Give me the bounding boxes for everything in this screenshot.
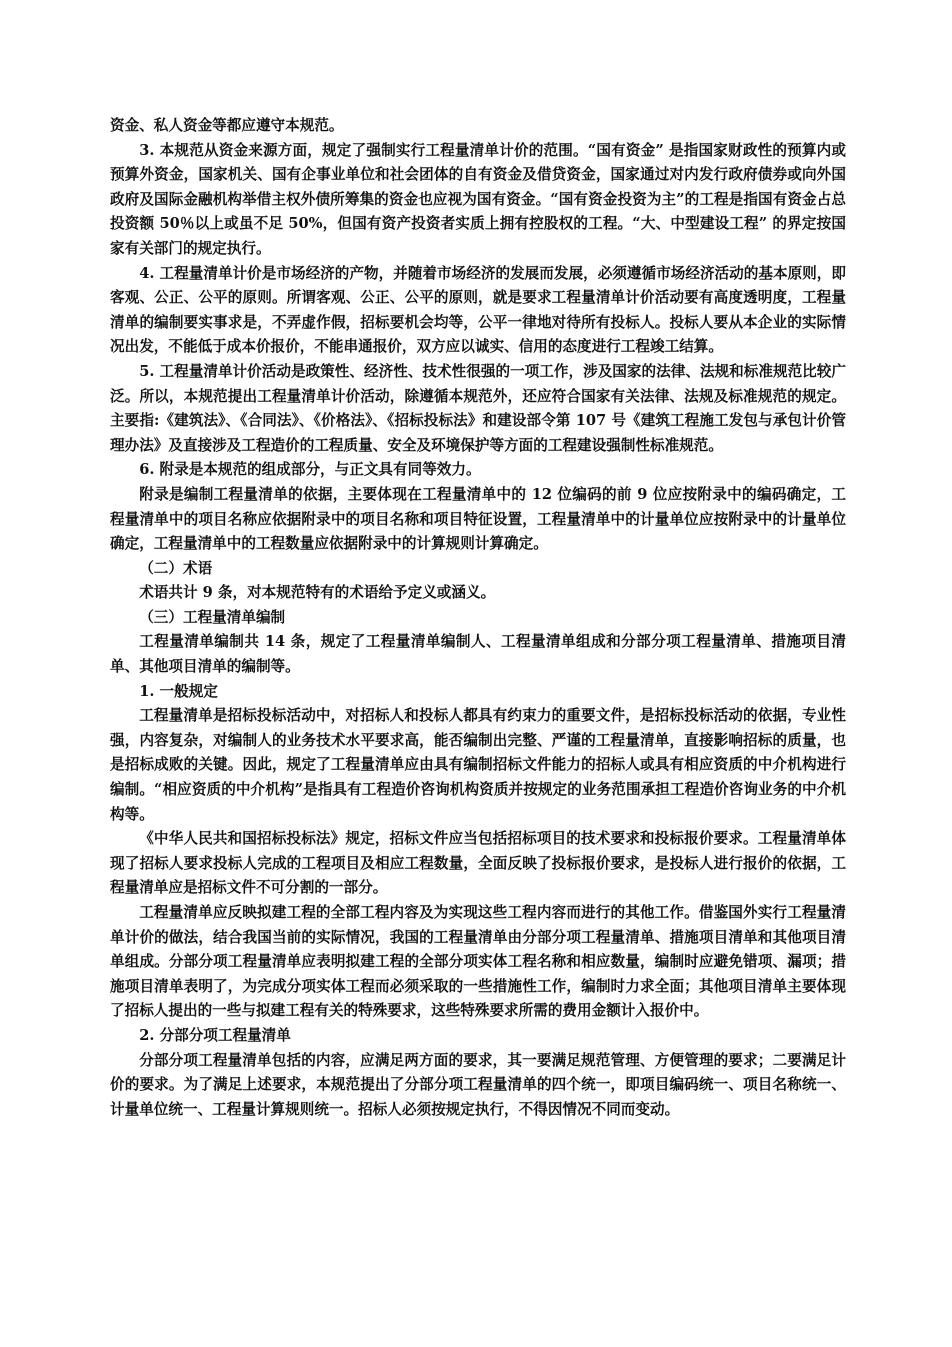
paragraph: 术语共计 9 条，对本规范特有的术语给予定义或涵义。	[139, 584, 496, 602]
paragraph: 5. 工程量清单计价活动是政策性、经济性、技术性很强的一项工作，涉及国家的法律、法规和标准规范比较广泛。所以，本规范提出工程量清单计价活动，除遵循本规范外，还应符合国家有关法律、法规及标准规范的规定。主要指:《建筑法》、《合同法》、《价格法》、《招标投标法》和建设部令第 107 号《建筑工程施工发包与承包计价管理办法》及直接涉及工程造价的工程质量、安全及环境保护等方面的工程建设强制性标准规范。	[110, 362, 846, 454]
paragraph: 工程量清单是招标投标活动中，对招标人和投标人都具有约束力的重要文件，是招标投标活动的依据，专业性强，内容复杂，对编制人的业务技术水平要求高，能否编制出完整、严谨的工程量清单，直接影响招标的质量，也是招标成败的关键。因此，规定了工程量清单应由具有编制招标文件能力的招标人或具有相应资质的中介机构进行编制。“相应资质的中介机构”是指具有工程造价咨询机构资质并按规定的业务范围承担工程造价咨询业务的中介机构等。	[110, 707, 846, 823]
paragraph: 6. 附录是本规范的组成部分，与正文具有同等效力。	[139, 461, 481, 479]
paragraph: 工程量清单应反映拟建工程的全部工程内容及为实现这些工程内容而进行的其他工作。借鉴国外实行工程量清单计价的做法，结合我国当前的实际情况，我国的工程量清单由分部分项工程量清单、措施项目清单和其他项目清单组成。分部分项工程量清单应表明拟建工程的全部分项实体工程名称和相应数量，编制时应避免错项、漏项；措施项目清单表明了，为完成分项实体工程而必须采取的一些措施性工作，编制时力求全面；其他项目清单主要体现了招标人提出的一些与拟建工程有关的特殊要求，这些特殊要求所需的费用金额计入报价中。	[110, 904, 846, 1020]
subsection-heading: 1. 一般规定	[139, 682, 218, 700]
subsection-heading: 2. 分部分项工程量清单	[139, 1026, 291, 1044]
paragraph: 3. 本规范从资金来源方面，规定了强制实行工程量清单计价的范围。“国有资金” 是指国家财政性的预算内或预算外资金，国家机关、国有企事业单位和社会团体的自有资金及借贷资金，国家通过对内发行政府债券或向外国政府及国际金融机构举借主权外债所筹集的资金也应视为国有资金。“国有资金投资为主”的工程是指国有资金占总投资额 50％以上或虽不足 50%，但国有资产投资者实质上拥有控股权的工程。“大、中型建设工程” 的界定按国家有关部门的规定执行。	[110, 141, 846, 257]
paragraph: 工程量清单编制共 14 条，规定了工程量清单编制人、工程量清单组成和分部分项工程量清单、措施项目清单、其他项目清单的编制等。	[110, 633, 846, 676]
section-heading: （二）术语	[139, 559, 213, 577]
paragraph: 4. 工程量清单计价是市场经济的产物，并随着市场经济的发展而发展，必须遵循市场经济活动的基本原则，即客观、公正、公平的原则。所谓客观、公正、公平的原则，就是要求工程量清单计价活动要有高度透明度，工程量清单的编制要实事求是，不弄虚作假，招标要机会均等，公平一律地对待所有投标人。投标人要从本企业的实际情况出发，不能低于成本价报价，不能串通报价，双方应以诚实、信用的态度进行工程竣工结算。	[110, 264, 846, 356]
paragraph: 资金、私人资金等都应遵守本规范。	[110, 117, 344, 134]
paragraph: 分部分项工程量清单包括的内容，应满足两方面的要求，其一要满足规范管理、方便管理的要求；二要满足计价的要求。为了满足上述要求，本规范提出了分部分项工程量清单的四个统一，即项目编码统一、项目名称统一、计量单位统一、工程量计算规则统一。招标人必须按规定执行，不得因情况不同而变动。	[110, 1051, 846, 1118]
paragraph: 附录是编制工程量清单的依据，主要体现在工程量清单中的 12 位编码的前 9 位应按附录中的编码确定，工程量清单中的项目名称应依据附录中的项目名称和项目特征设置，工程量清单中的计量单位应按附录中的计量单位确定，工程量清单中的工程数量应依据附录中的计算规则计算确定。	[110, 485, 846, 553]
document-body	[110, 114, 846, 1122]
paragraph: 《中华人民共和国招标投标法》规定，招标文件应当包括招标项目的技术要求和投标报价要求。工程量清单体现了招标人要求投标人完成的工程项目及相应工程数量，全面反映了投标报价要求，是投标人进行报价的依据，工程量清单应是招标文件不可分割的一部分。	[110, 830, 846, 897]
section-heading: （三）工程量清单编制	[139, 608, 286, 626]
